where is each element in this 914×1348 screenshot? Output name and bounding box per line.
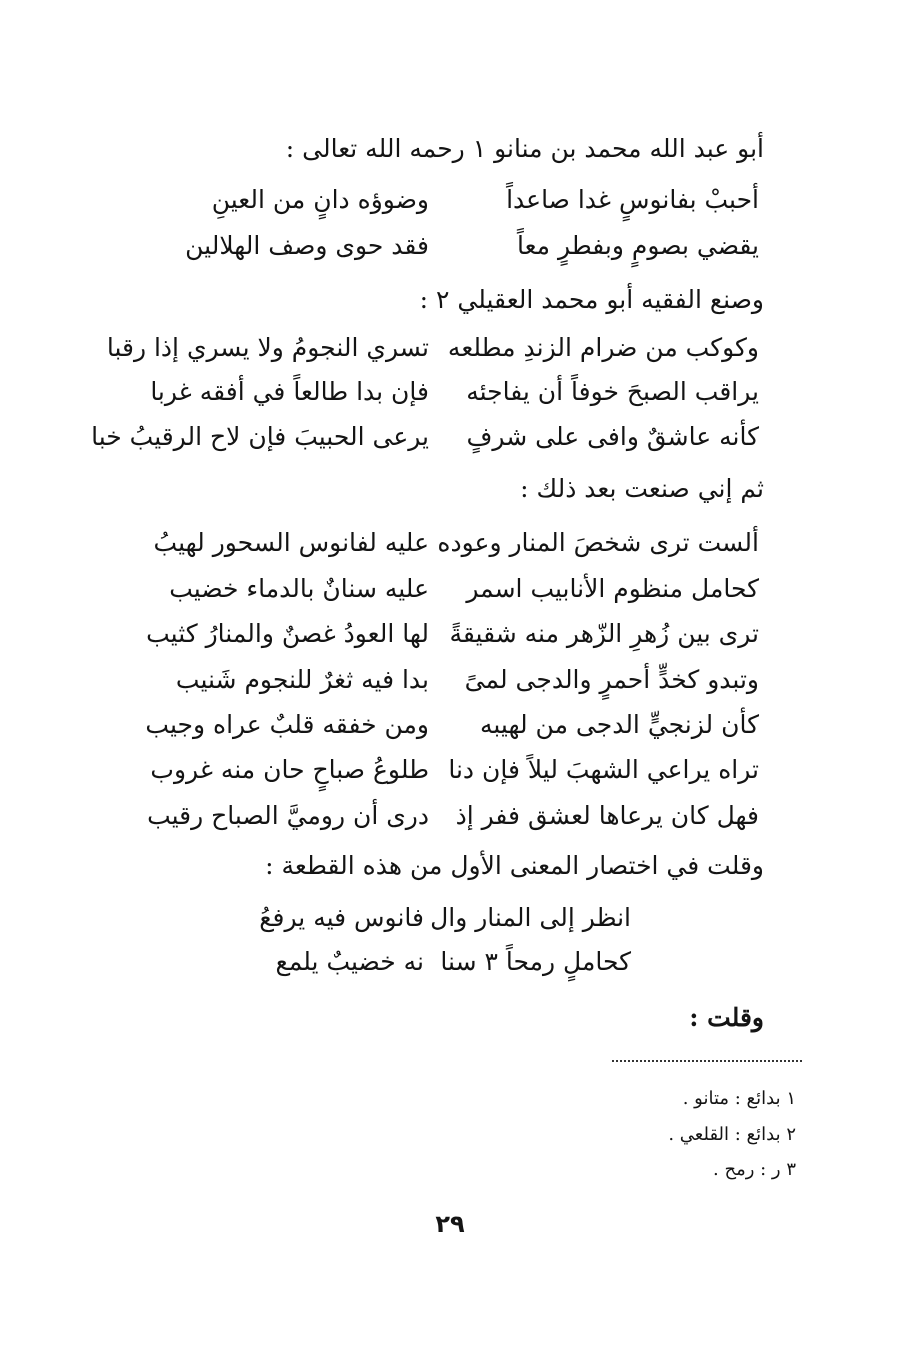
footnote-item: ٣ ر : رمح . xyxy=(713,1159,796,1180)
verse-row xyxy=(0,569,914,609)
verse-first-hemistich: كأنه عاشقٌ وافى على شرفٍ xyxy=(466,422,759,451)
verse-row xyxy=(0,796,914,836)
verse-row xyxy=(0,750,914,790)
intro-line-4: وقلت في اختصار المعنى الأول من هذه القطعة : xyxy=(265,851,764,880)
verse-first-hemistich: كأن لزنجيٍّ الدجى من لهيبه xyxy=(479,710,759,739)
verse-row xyxy=(0,660,914,700)
verse-second-hemistich: نه خضيبٌ يلمع xyxy=(275,947,424,976)
verse-first-hemistich: تراه يراعي الشهبَ ليلاً فإن دنا xyxy=(448,755,759,784)
verse-first-hemistich: وتبدو كخدٍّ أحمرٍ والدجى لمىً xyxy=(464,665,759,694)
intro-line-2: وصنع الفقيه أبو محمد العقيلي ٢ : xyxy=(419,285,764,314)
verse-first-hemistich: انظر إلى المنار وال xyxy=(430,903,631,932)
verse-row xyxy=(0,226,914,266)
verse-row xyxy=(0,328,914,368)
verse-second-hemistich: يرعى الحبيبَ فإن لاح الرقيبُ خبا xyxy=(91,422,429,451)
verse-row xyxy=(0,705,914,745)
verse-row xyxy=(0,898,914,938)
verse-second-hemistich: لها العودُ غصنٌ والمنارُ كثيب xyxy=(146,619,429,648)
verse-first-hemistich: يقضي بصومٍ وبفطرٍ معاً xyxy=(516,231,759,260)
verse-first-hemistich: كحاملٍ رمحاً ٣ سنا xyxy=(440,947,631,976)
verse-second-hemistich: طلوعُ صباحٍ حان منه غروب xyxy=(150,755,429,784)
verse-second-hemistich: درى أن روميَّ الصباح رقيب xyxy=(147,801,429,830)
intro-line-5: وقلت : xyxy=(689,1003,764,1032)
intro-line-3: ثم إني صنعت بعد ذلك : xyxy=(520,474,764,503)
verse-row xyxy=(0,614,914,654)
verse-second-hemistich: فقد حوى وصف الهلالين xyxy=(185,231,429,260)
verse-first-hemistich: فهل كان يرعاها لعشق ففر إذ xyxy=(455,801,759,830)
verse-second-hemistich: عليه لفانوس السحور لهيبُ xyxy=(153,528,429,557)
verse-second-hemistich: ومن خفقه قلبٌ عراه وجيب xyxy=(145,710,429,739)
verse-row xyxy=(0,523,914,563)
verse-second-hemistich: فإن بدا طالعاً في أفقه غربا xyxy=(150,377,429,406)
verse-row xyxy=(0,372,914,412)
page-number: ٢٩ xyxy=(435,1210,465,1238)
footnote-item: ٢ بدائع : القلعي . xyxy=(668,1124,796,1145)
verse-row xyxy=(0,417,914,457)
verse-second-hemistich: فانوس فيه يرفعُ xyxy=(259,903,424,932)
verse-first-hemistich: ألست ترى شخصَ المنار وعوده xyxy=(437,528,759,557)
verse-second-hemistich: بدا فيه ثغرٌ للنجوم شَنيب xyxy=(175,665,429,694)
verse-first-hemistich: وكوكب من ضرام الزندِ مطلعه xyxy=(447,333,759,362)
verse-row xyxy=(0,180,914,220)
verse-second-hemistich: تسري النجومُ ولا يسري إذا رقبا xyxy=(106,333,429,362)
verse-second-hemistich: عليه سنانٌ بالدماء خضيب xyxy=(169,574,429,603)
verse-row xyxy=(0,942,914,982)
footnote-item: ١ بدائع : متانو . xyxy=(682,1088,796,1109)
verse-first-hemistich: يراقب الصبحَ خوفاً أن يفاجئه xyxy=(466,377,759,406)
verse-first-hemistich: كحامل منظوم الأنابيب اسمر xyxy=(466,574,759,603)
intro-line-1: أبو عبد الله محمد بن منانو ١ رحمه الله تعالى : xyxy=(285,134,764,163)
verse-first-hemistich: ترى بين زُهرِ الزّهر منه شقيقةً xyxy=(449,619,759,648)
footnote-separator xyxy=(612,1060,802,1062)
verse-first-hemistich: أحببْ بفانوسٍ غدا صاعداً xyxy=(506,185,759,214)
verse-second-hemistich: وضوؤه دانٍ من العينِ xyxy=(211,185,429,214)
